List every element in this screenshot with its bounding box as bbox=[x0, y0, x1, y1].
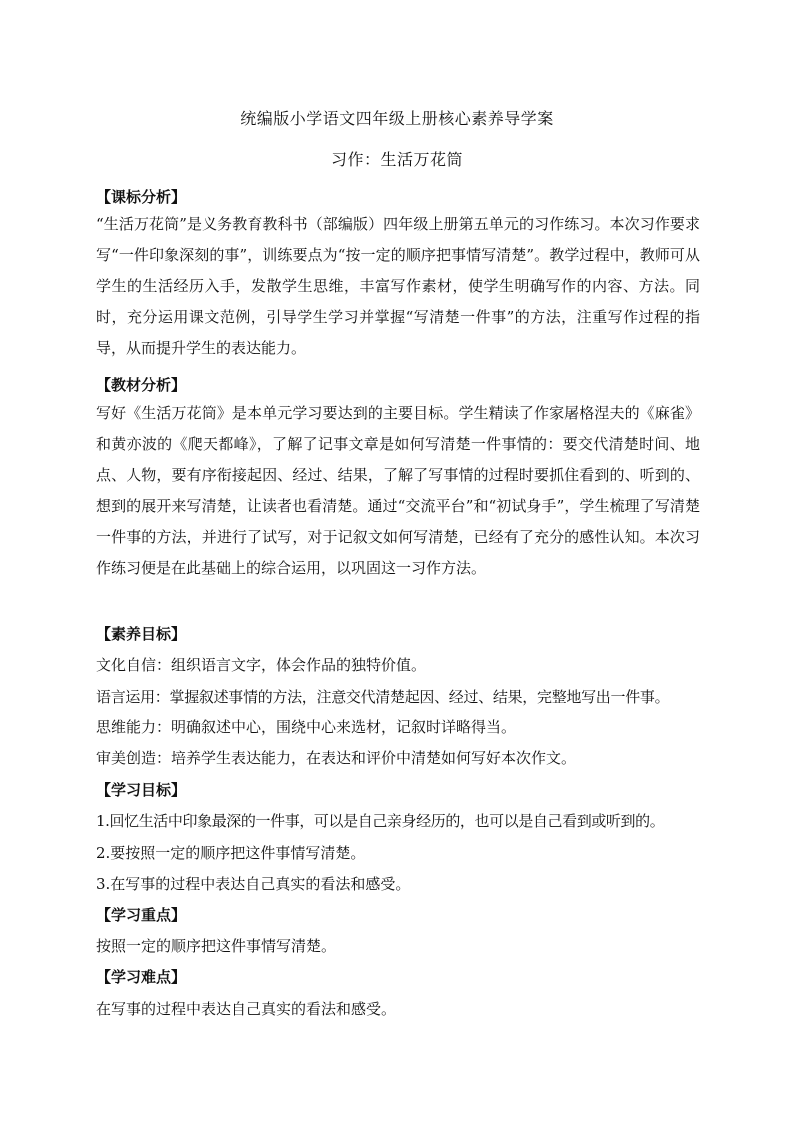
document-subtitle: 习作：生活万花筒 bbox=[330, 150, 463, 169]
literacy-item: 语言运用：掌握叙述事情的方法，注意交代清楚起因、经过、结果，完整地写出一件事。 bbox=[96, 688, 670, 706]
literacy-item: 审美创造：培养学生表达能力，在表达和评价中清楚如何写好本次作文。 bbox=[96, 749, 577, 767]
focus-text: 按照一定的顺序把这件事情写清楚。 bbox=[96, 937, 337, 955]
difficulty-text: 在写事的过程中表达自己真实的看法和感受。 bbox=[96, 1000, 397, 1018]
goal-item: 2.要按照一定的顺序把这件事情写清楚。 bbox=[96, 844, 366, 862]
goal-item: 1.回忆生活中印象最深的一件事，可以是自己亲身经历的，也可以是自己看到或听到的。 bbox=[96, 812, 665, 830]
section-heading-difficulty: 【学习难点】 bbox=[96, 968, 187, 986]
literacy-item: 思维能力：明确叙述中心，围绕中心来选材，记叙时详略得当。 bbox=[96, 718, 517, 736]
section-heading-textbook: 【教材分析】 bbox=[96, 376, 187, 394]
curriculum-paragraph: “生活万花筒”是义务教育教科书（部编版）四年级上册第五单元的习作练习。本次习作要求写“一件印象深刻的事”，训练要点为“按一定的顺序把事情写清楚”。教学过程中，教师可从学生的生活经历入手，发散学生思维，丰富写作素材，使学生明确写作的内容、方法。同时，充分运用课文范例，引导学生学习并掌握“写清楚一件事”的方法，注重写作过程的指导，从而提升学生的表达能力。 bbox=[96, 215, 700, 357]
section-heading-focus: 【学习重点】 bbox=[96, 906, 187, 924]
textbook-paragraph: 写好《生活万花筒》是本单元学习要达到的主要目标。学生精读了作家屠格涅夫的《麻雀》和黄亦波的《爬天都峰》，了解了记事文章是如何写清楚一件事情的：要交代清楚时间、地点、人物，要有序衔接起因、经过、结果，了解了写事情的过程时要抓住看到的、听到的、想到的展开来写清楚，让读者也看清楚。通过“交流平台”和“初试身手”，学生梳理了写清楚一件事的方法，并进行了试写，对于记叙文如何写清楚，已经有了充分的感性认知。本次习作练习便是在此基础上的综合运用，以巩固这一习作方法。 bbox=[96, 404, 700, 577]
section-heading-goals: 【学习目标】 bbox=[96, 781, 187, 799]
literacy-item: 文化自信：组织语言文字，体会作品的独特价值。 bbox=[96, 656, 427, 674]
section-heading-curriculum: 【课标分析】 bbox=[96, 188, 187, 206]
goal-item: 3.在写事的过程中表达自己真实的看法和感受。 bbox=[96, 875, 411, 893]
document-title: 统编版小学语文四年级上册核心素养导学案 bbox=[240, 109, 554, 128]
section-heading-literacy: 【素养目标】 bbox=[96, 625, 187, 643]
